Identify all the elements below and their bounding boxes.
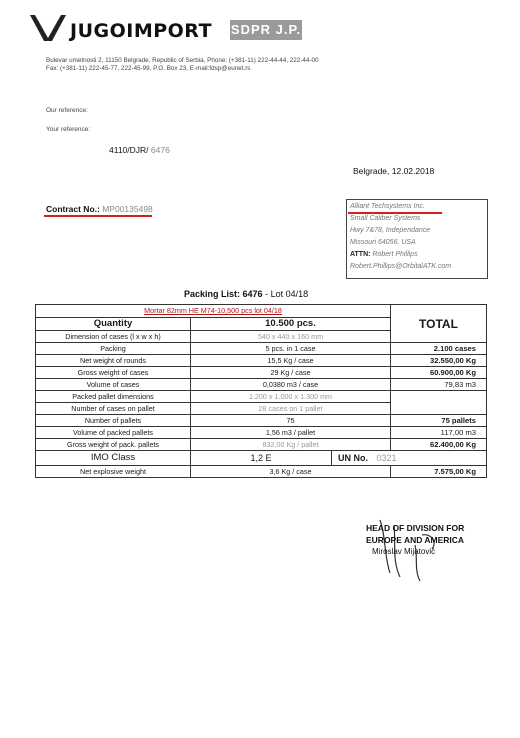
table-row [36,355,487,367]
row-label: Number of cases on pallet [36,403,191,415]
reference-prefix: 4110/DJR/ [109,145,149,155]
signature-name: Miroslav Mijatović [372,547,436,556]
row-total: 117,00 m3 [391,427,487,439]
imo-label: IMO Class [36,451,191,466]
address-line-1: Bulevar umetnosti 2, 11150 Belgrade, Republic of Serbia, Phone: (+381-11) 222-44-44, 222-44-00 [46,57,319,64]
packing-list-number: 6476 [242,289,263,299]
row-value: 0,0380 m3 / case [191,379,391,391]
jugoimport-logo-icon [30,15,66,41]
addressee-line-2: Small Caliber Systems [350,215,421,222]
row-value: 29 Kg / case [191,367,391,379]
document-date: Belgrade, 12.02.2018 [353,166,435,176]
brand-sub: SDPR J.P. [230,20,302,40]
reference-value: 6476 [150,145,170,155]
row-value: 5 pcs. in 1 case [191,343,391,355]
packing-list-lot: - Lot 04/18 [265,289,309,299]
signature-title-1: HEAD OF DIVISION FOR [366,523,465,533]
row-value: 75 [191,415,391,427]
table-row [36,427,487,439]
addressee-line-4: Missouri 64056, USA [350,239,416,246]
un-label: UN No. [338,453,368,463]
packing-list-label: Packing List: [184,289,241,299]
contract-label: Contract No.: [46,204,100,214]
row-value: 540 x 440 x 160 mm [191,331,391,343]
row-total: 60.900,00 Kg [391,367,487,379]
table-row [36,367,487,379]
addressee-line-1: Alliant Techsystems Inc. [350,203,425,210]
row-label: Net weight of rounds [36,355,191,367]
contract-number [46,204,153,214]
explosive-value: 3,6 Kg / case [191,466,391,478]
signature-title-2: EUROPE AND AMERICA [366,535,465,545]
row-value: 832,00 Kg / pallet [191,439,391,451]
addressee-attn [350,251,418,258]
attn-name: Robert Phillips [372,251,418,258]
row-label: Dimension of cases (l x w x h) [36,331,191,343]
imo-value: 1,2 E [191,451,332,466]
contract-value: MP00135498 [102,204,153,214]
row-total: 62.400,00 Kg [391,439,487,451]
contract-underline [44,215,152,217]
table-row-explosive [36,466,487,478]
row-label: Volume of packed pallets [36,427,191,439]
un-cell [332,451,487,466]
table-row-item [36,305,487,318]
packing-list-title [184,289,308,299]
brand-name: JUGOIMPORT [70,20,213,42]
row-value: 15,5 Kg / case [191,355,391,367]
reference-number [109,145,170,155]
addressee-line-3: Hwy 7&78, Independance [350,227,431,234]
packing-table [35,304,487,478]
row-value: 1.200 x 1.000 x 1.300 mm [191,391,391,403]
row-label: Volume of cases [36,379,191,391]
row-total: 2.100 cases [391,343,487,355]
row-label: Number of pallets [36,415,191,427]
table-row-imo [36,451,487,466]
table-row [36,439,487,451]
quantity-label: Quantity [36,318,191,331]
row-total: 79,83 m3 [391,379,487,391]
address-line-2: Fax: (+381-11) 222-45-77, 222-45-99, P.O. Box 23, E-mail:fdsp@eunet.rs [46,65,251,72]
row-total-empty [391,391,487,415]
explosive-total: 7.575,00 Kg [391,466,487,478]
table-row [36,415,487,427]
table-row [36,343,487,355]
signature-block [366,522,464,558]
quantity-value: 10.500 pcs. [191,318,391,331]
explosive-label: Net explosive weight [36,466,191,478]
item-cell [36,305,391,318]
total-header: TOTAL [391,305,487,343]
table-row [36,379,487,391]
un-value: 0321 [376,453,397,463]
attn-label: ATTN: [350,251,371,258]
row-label: Gross weight of cases [36,367,191,379]
table-row [36,391,487,403]
row-value: 1,56 m3 / pallet [191,427,391,439]
row-total: 32.550,00 Kg [391,355,487,367]
row-value: 28 cases on 1 pallet [191,403,391,415]
item-description: Mortar 82mm HE M74-10,500 pcs lot 04/18 [144,306,282,315]
row-label: Packing [36,343,191,355]
addressee-email: Robert.Phillips@OrbitalATK.com [350,263,452,270]
row-total: 75 pallets [391,415,487,427]
row-label: Packed pallet dimensions [36,391,191,403]
row-label: Gross weight of pack. pallets [36,439,191,451]
our-reference-label: Our reference: [46,107,88,114]
your-reference-label: Your reference: [46,126,91,133]
addressee-underline [348,212,442,214]
